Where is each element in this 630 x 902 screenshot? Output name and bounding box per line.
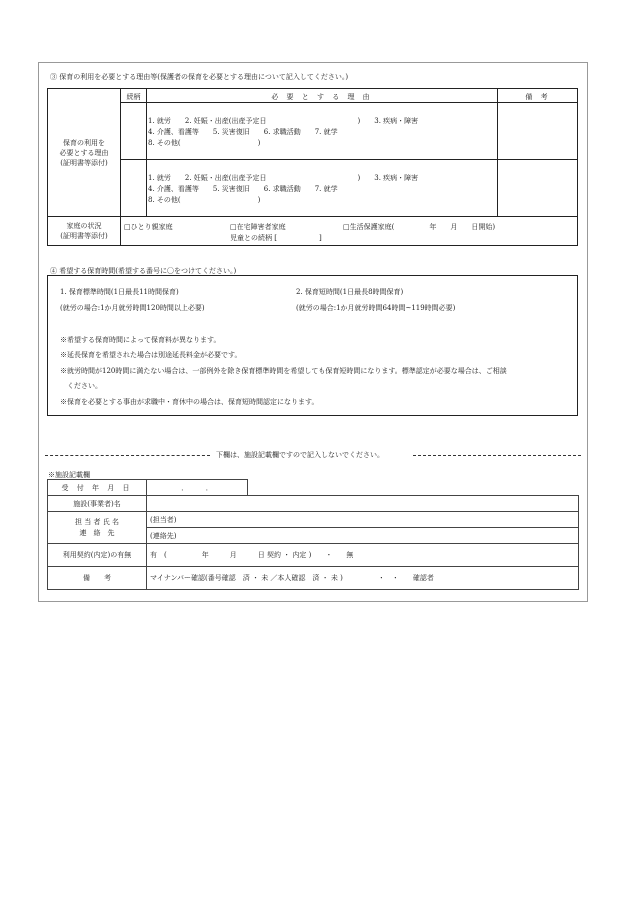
- col-reason-header: 必 要 と す る 理 由: [271, 93, 373, 101]
- facility-heading: ※施設記載欄: [48, 471, 90, 479]
- staff-name-label: 担 当 者 氏 名: [75, 518, 119, 526]
- facility-remarks-value: マイナンバー確認(番号確認 済 ・ 未 ／本人確認 済 ・ 未 ) ・ ・ 確認者: [150, 574, 434, 582]
- hours-note-2: ※延長保育を希望された場合は別途延長料金が必要です。: [60, 351, 242, 359]
- col-remarks-header: 備 考: [525, 93, 551, 101]
- family-relation: 児童との続柄 [ ]: [230, 234, 322, 242]
- hours-note-1: ※希望する保育時間によって保育料が異なります。: [60, 336, 221, 344]
- family-disabled-checkbox[interactable]: □在宅障害者家庭: [230, 223, 286, 231]
- divider-right: [413, 455, 581, 456]
- section3-heading: ③ 保育の利用を必要とする理由等(保護者の保育を必要とする理由について記入してください。): [50, 73, 349, 81]
- divider-text: 下欄は、施設記載欄ですので記入しないでください。: [216, 451, 384, 459]
- reason-row-1: 1. 就労 2. 妊娠・出産(出産予定日 ) 3. 疾病・障害 4. 介護、看護等 5. 災害復旧 6. 求職活動 7. 就学 8. その他( ): [148, 117, 419, 147]
- reason-row-label: 保育の利用を 必要とする理由 (証明書等添付): [59, 139, 109, 167]
- facility-remarks-label: 備 考: [83, 574, 111, 582]
- option-short-note: (就労の場合:1か月就労時間64時間~119時間必要): [296, 304, 456, 312]
- family-single-checkbox[interactable]: □ひとり親家庭: [124, 223, 173, 231]
- hours-note-4: ※保育を必要とする事由が求職中・育休中の場合は、保育短時間認定になります。: [60, 398, 319, 406]
- option-short-hours[interactable]: 2. 保育短時間(1日最長8時間保育): [296, 288, 404, 296]
- staff-name-value: (担当者): [150, 516, 177, 524]
- divider-left: [45, 455, 210, 456]
- contract-label: 利用契約(内定)の有無: [62, 551, 132, 559]
- received-date-value: ． ．: [181, 484, 213, 492]
- hours-note-3: ※就労時間が120時間に満たない場合は、一部例外を除き保育標準時間を希望しても保育短時間になります。標準認定が必要な場合は、ご相談: [60, 367, 507, 375]
- contract-value: 有 ( 年 月 日 契約 ・ 内定 ) ・ 無: [150, 551, 354, 559]
- contact-label: 連 絡 先: [79, 529, 115, 537]
- family-welfare-checkbox[interactable]: □生活保護家庭( 年 月 日開始): [343, 223, 496, 231]
- hours-note-3-cont: ください。: [60, 382, 102, 390]
- reason-row-2: 1. 就労 2. 妊娠・出産(出産予定日 ) 3. 疾病・障害 4. 介護、看護等 5. 災害復旧 6. 求職活動 7. 就学 8. その他( ): [148, 174, 419, 204]
- family-status-label: 家庭の状況 (証明書等添付): [60, 222, 108, 240]
- option-standard-hours[interactable]: 1. 保育標準時間(1日最長11時間保育): [60, 288, 179, 296]
- facility-name-label: 施設(事業者)名: [73, 500, 121, 508]
- option-standard-note: (就労の場合:1か月就労時間120時間以上必要): [60, 304, 205, 312]
- contact-value: (連絡先): [150, 532, 177, 540]
- col-relation-header: 続柄: [126, 93, 141, 101]
- section4-heading: ④ 希望する保育時間(希望する番号に〇をつけてください。): [50, 267, 237, 275]
- received-date-label: 受 付 年 月 日: [61, 484, 133, 492]
